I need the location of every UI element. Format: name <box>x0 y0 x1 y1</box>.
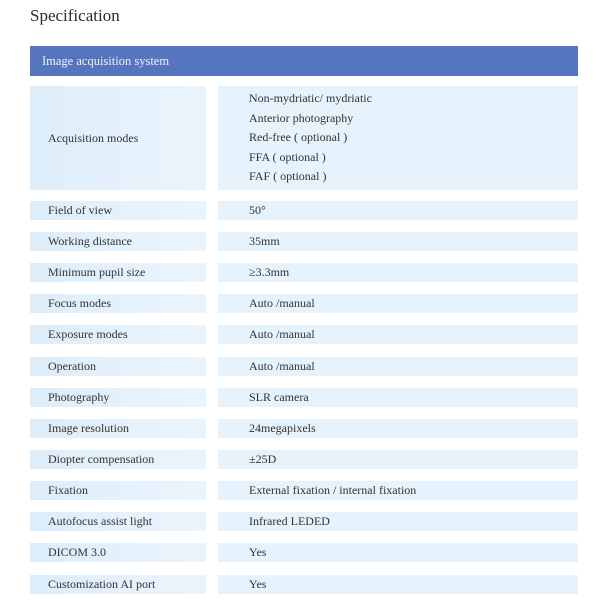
spec-value-item: Non-mydriatic/ mydriatic <box>249 91 372 106</box>
spec-label: DICOM 3.0 <box>30 543 206 562</box>
spec-value: 24megapixels <box>218 419 578 438</box>
spec-value: 50° <box>218 201 578 220</box>
spec-label: Field of view <box>30 201 206 220</box>
spec-label: Minimum pupil size <box>30 263 206 282</box>
spec-row <box>30 543 578 562</box>
spec-value-list <box>218 86 578 190</box>
spec-value-item: FFA ( optional ) <box>249 149 326 164</box>
spec-value: ≥3.3mm <box>218 263 578 282</box>
spec-label: Autofocus assist light <box>30 512 206 531</box>
spec-value: Yes <box>218 543 578 562</box>
spec-value: ±25D <box>218 450 578 469</box>
spec-value: SLR camera <box>218 388 578 407</box>
spec-row <box>30 512 578 531</box>
section-header: Image acquisition system <box>30 46 578 76</box>
spec-value: Auto /manual <box>218 294 578 313</box>
spec-row <box>30 263 578 282</box>
spec-row <box>30 450 578 469</box>
spec-row <box>30 388 578 407</box>
spec-label: Fixation <box>30 481 206 500</box>
spec-label: Photography <box>30 388 206 407</box>
spec-label: Acquisition modes <box>30 86 206 190</box>
spec-value-item: Anterior photography <box>249 110 354 125</box>
spec-label: Image resolution <box>30 419 206 438</box>
spec-label: Customization AI port <box>30 575 206 594</box>
spec-value-item: Red-free ( optional ) <box>249 130 348 145</box>
spec-row <box>30 481 578 500</box>
spec-row <box>30 325 578 344</box>
spec-row <box>30 419 578 438</box>
spec-row-acquisition-modes <box>30 86 578 190</box>
spec-row <box>30 357 578 376</box>
spec-value: Yes <box>218 575 578 594</box>
spec-value: External fixation / internal fixation <box>218 481 578 500</box>
spec-label: Focus modes <box>30 294 206 313</box>
spec-row <box>30 575 578 594</box>
spec-value: 35mm <box>218 232 578 251</box>
spec-value: Auto /manual <box>218 325 578 344</box>
spec-row <box>30 232 578 251</box>
spec-label: Diopter compensation <box>30 450 206 469</box>
spec-row <box>30 294 578 313</box>
spec-row <box>30 201 578 220</box>
spec-label: Operation <box>30 357 206 376</box>
spec-label: Working distance <box>30 232 206 251</box>
spec-label: Exposure modes <box>30 325 206 344</box>
spec-value-item: FAF ( optional ) <box>249 169 327 184</box>
spec-value: Infrared LEDED <box>218 512 578 531</box>
page-title: Specification <box>30 6 120 25</box>
spec-value: Auto /manual <box>218 357 578 376</box>
